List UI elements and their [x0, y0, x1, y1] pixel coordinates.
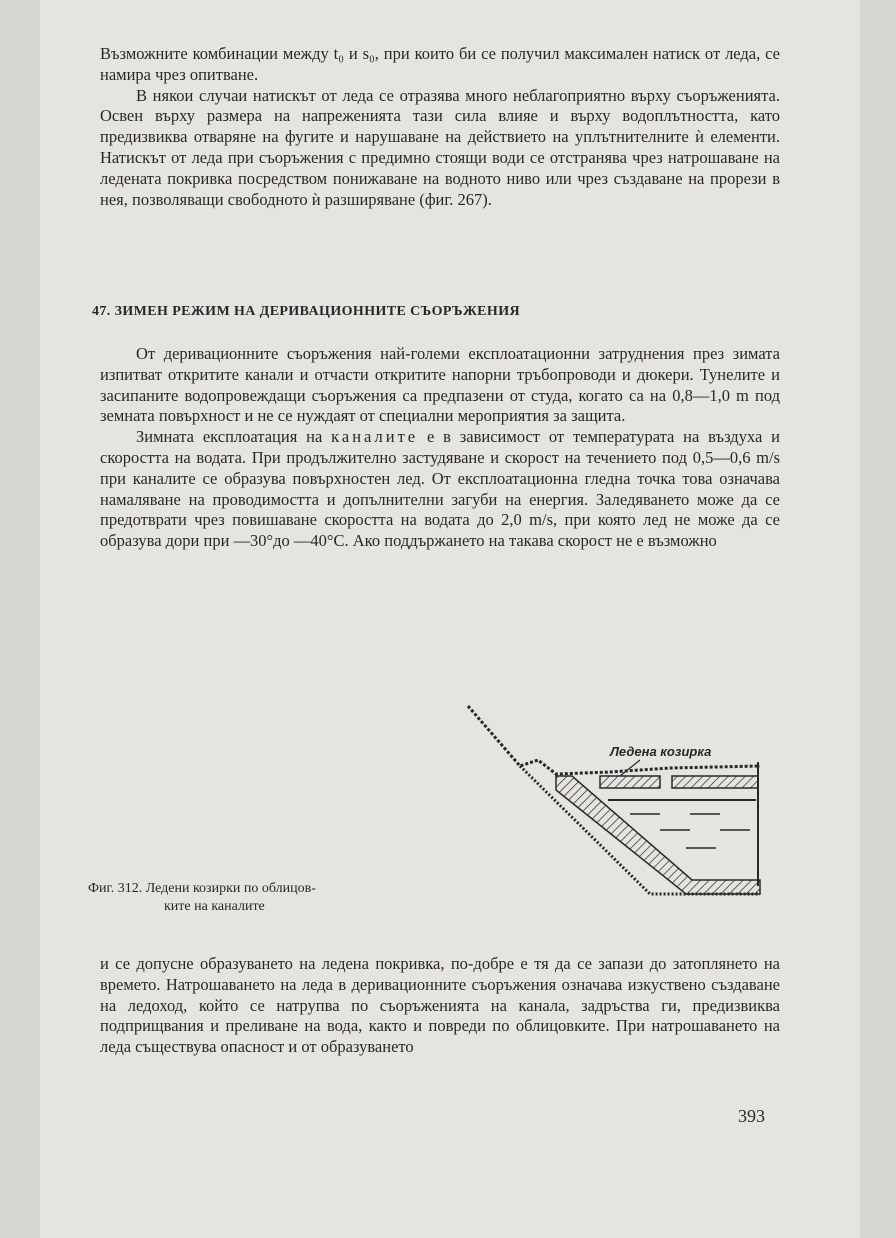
section-heading: 47. ЗИМЕН РЕЖИМ НА ДЕРИВАЦИОННИТЕ СЪОРЪЖЕНИЯ [92, 304, 521, 319]
ice-shelf-right [672, 776, 758, 788]
paragraph-ice-pressure: В някои случаи натискът от леда се отразява много неблагоприятно върху съоръженията. Освен върху размера на напреженията тази сила влияе и върху водоплътността, като предизвиква отваряне на фугите и нарушаване на действието на уплътнителните ѝ елементи. Натискът от леда при съоръжения с предимно стоящи води се отстранява чрез натрошаване на ледената покривка посредством понижаване на водното ниво или чрез създаване на прорези в нея, позволяващи свободното ѝ разширяване (фиг. 267). [100, 85, 780, 209]
figure-caption-line2: ките на каналите [164, 899, 265, 914]
figure-caption-line1: Фиг. 312. Ледени козирки по облицов- [88, 881, 316, 896]
text-block-bottom [100, 954, 780, 1058]
figure-label: Ледена козирка [610, 744, 712, 759]
paragraph-canals-start: Зимната експлоатация на [136, 427, 332, 447]
page-number: 393 [738, 1106, 765, 1126]
label-leader [620, 760, 640, 776]
soil-slope [468, 706, 760, 774]
canal-lining [556, 776, 760, 894]
paragraph-combinations: Възможните комбинации между t₀ и s₀, при които би се получил максимален натиск от леда, се намира чрез опитване. [100, 44, 780, 84]
text-block-top [100, 44, 780, 210]
ice-shelf-left [600, 776, 660, 788]
paragraph-derivation: От деривационните съоръжения най-големи експлоатационни затруднения през зимата изпитват откритите канали и отчасти откритите напорни тръбопроводи и дюкери. Тунелите и засипаните водопровеждащи съоръжения са предпазени от студа, когато са на 0,8—1,0 m под земната повърхност и не се нуждаят от специални мероприятия за защита. [100, 344, 780, 426]
paragraph-canals-emphasis: каналите [331, 427, 419, 447]
canal-ice-diagram [460, 696, 770, 926]
paragraph-ice-cover: и се допусне образуването на ледена покривка, по-добре е тя да се запази до затоплянето на времето. Натрошаването на леда в деривационните съоръжения означава изкуствено създаване на ледоход, който се натрупва по съоръженията на канала, задръства ги, предизвиква подприщвания и преливане на вода, както и повреди по облицовките. При натрошаването на леда съществува опасност и от образуването [100, 954, 780, 1057]
figure-caption [88, 880, 428, 916]
paragraph-canals [100, 427, 780, 552]
paragraph-canals-rest: е в зависимост от температурата на въздуха и скоростта на водата. При продължително застудяване и скорост на течението под 0,5—0,6 m/s при каналите се образува повърхностен лед. От експлоатационна гледна точка това означава намаляване на проводимостта и допълнителни загуби на енергия. Заледяването може да се предотврати чрез повишаване скоростта на водата до 2,0 m/s, при която лед не може да се образува дори при —30°до —40°С. Ако поддържането на такава скорост не е възможно [100, 427, 780, 551]
text-block-middle [100, 344, 780, 552]
